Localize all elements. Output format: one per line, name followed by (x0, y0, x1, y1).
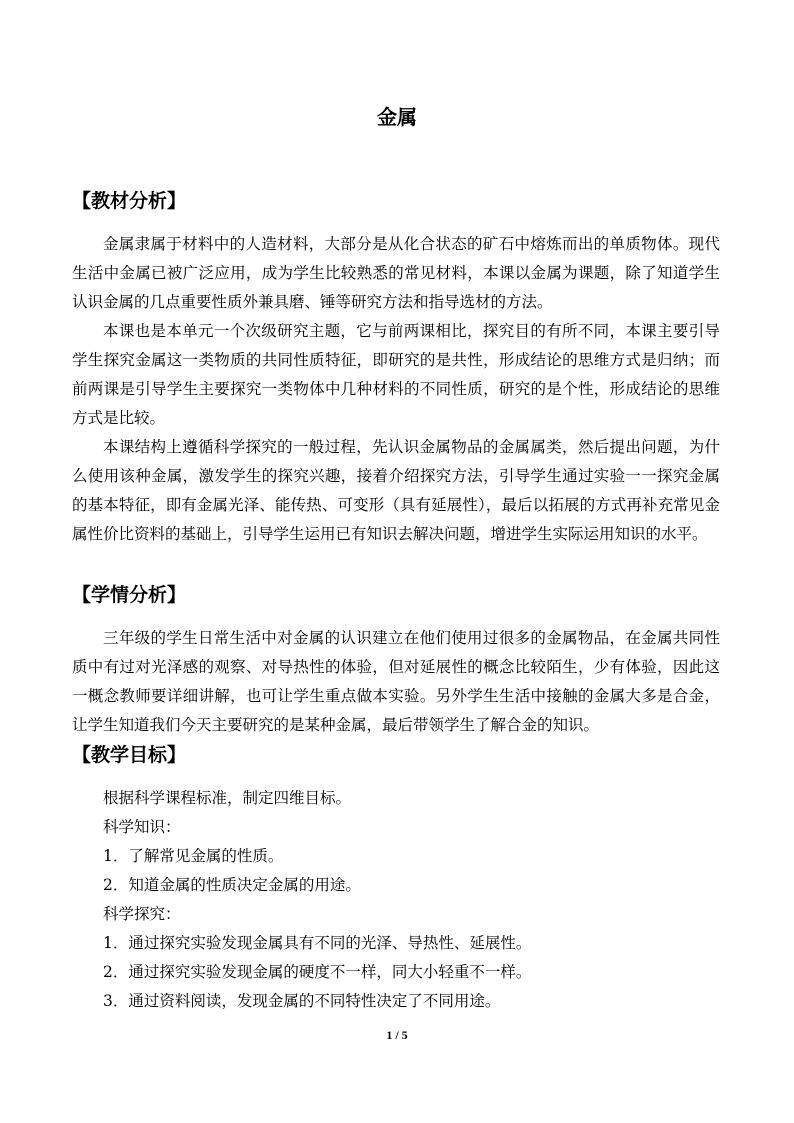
document-title: 金属 (377, 105, 417, 129)
goal-line: 3．通过资料阅读，发现金属的不同特性决定了不同用途。 (103, 992, 501, 1010)
goal-line: 1．通过探究实验发现金属具有不同的光泽、导热性、延展性。 (103, 934, 532, 952)
paragraph: 金属隶属于材料中的人造材料，大部分是从化合状态的矿石中熔炼而出的单质物体。现代生活中金属已被广泛应用，成为学生比较熟悉的常见材料，本课以金属为课题，除了知道学生认识金属的几点重要性质外兼具磨、锤等研究方法和指导选材的方法。 (72, 235, 720, 311)
goal-line: 科学探究： (103, 905, 181, 923)
goal-line: 1．了解常见金属的性质。 (103, 847, 284, 865)
section-heading-textbook-analysis: 【教材分析】 (72, 190, 187, 212)
paragraph: 三年级的学生日常生活中对金属的认识建立在他们使用过很多的金属物品，在金属共同性质中有过对光泽感的观察、对导热性的体验，但对延展性的概念比较陌生，少有体验，因此这一概念教师要详细讲解，也可让学生重点做本实验。另外学生生活中接触的金属大多是合金，让学生知道我们今天主要研究的是某种金属，最后带领学生了解合金的知识。 (72, 629, 720, 734)
goal-line: 2．知道金属的性质决定金属的用途。 (103, 876, 361, 894)
section-heading-teaching-goals: 【教学目标】 (72, 744, 187, 766)
goal-line: 2．通过探究实验发现金属的硬度不一样，同大小轻重不一样。 (103, 963, 532, 981)
goal-line: 科学知识： (103, 818, 181, 836)
page-number: 1 / 5 (386, 1028, 408, 1042)
paragraph: 本课也是本单元一个次级研究主题，它与前两课相比，探究目的有所不同，本课主要引导学生探究金属这一类物质的共同性质特征，即研究的是共性，形成结论的思维方式是归纳；而前两课是引导学生主要探究一类物体中几种材料的不同性质，研究的是个性，形成结论的思维方式是比较。 (72, 322, 720, 427)
goal-line: 根据科学课程标准，制定四维目标。 (103, 789, 352, 807)
section-heading-learner-analysis: 【学情分析】 (72, 584, 187, 606)
paragraph: 本课结构上遵循科学探究的一般过程，先认识金属物品的金属属类，然后提出问题，为什么使用该种金属，激发学生的探究兴趣，接着介绍探究方法，引导学生通过实验一一探究金属的基本特征，即有金属光泽、能传热、可变形（具有延展性），最后以拓展的方式再补充常见金属性价比资料的基础上，引导学生运用已有知识去解决问题，增进学生实际运用知识的水平。 (72, 438, 720, 543)
